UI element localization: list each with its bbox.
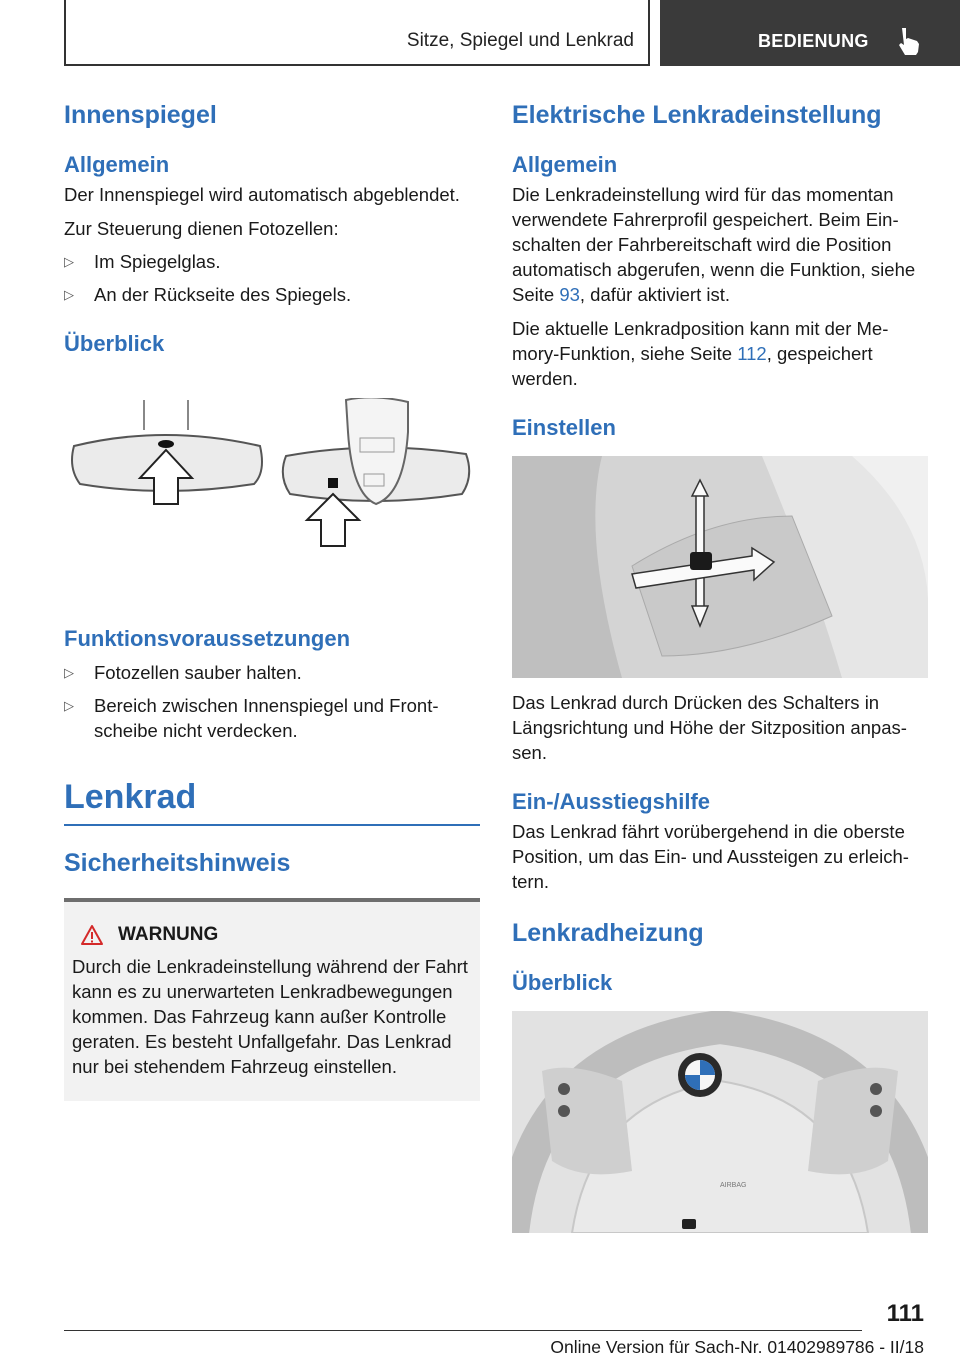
einstellen-text: Das Lenkrad durch Drücken des Schalters in Längsrichtung und Höhe der Sitzposition anpassen. bbox=[512, 691, 907, 763]
innenspiegel-heading: Innenspiegel bbox=[64, 101, 217, 129]
chapter-divider bbox=[64, 824, 480, 826]
warning-triangle-icon bbox=[80, 924, 104, 946]
elektrisch-heading: Elektrische Lenkradeinstellung bbox=[512, 101, 882, 129]
einaus-text: Das Lenkrad fährt vorübergehend in die oberste Position, um das Ein- und Aussteigen zu erleichtern. bbox=[512, 821, 909, 893]
allgemein-text-2: Zur Steuerung dienen Fotozellen: bbox=[64, 218, 339, 240]
funktion-heading: Funktionsvoraussetzungen bbox=[64, 625, 351, 651]
online-version-note: Online Version für Sach-Nr. 01402989786 - II/18 bbox=[550, 1337, 924, 1357]
warning-text: Durch die Lenkradeinstellung während der Fahrt kann es zu unerwarteten Lenkradbewegungen kommen. Das Fahrzeug kann außer Kontrolle geraten. Es besteht Unfallgefahr. Das Lenkrad nur bei stehendem Fahrzeug einstellen. bbox=[72, 955, 468, 1077]
warning-label: WARNUNG bbox=[118, 923, 219, 945]
left-column bbox=[64, 100, 480, 1101]
sicherheit-heading: Sicherheitshinweis bbox=[64, 848, 291, 877]
lenkrad-chapter-heading: Lenkrad bbox=[64, 778, 197, 817]
steering-adjust-switch-photo bbox=[512, 456, 928, 678]
header-section-tab[interactable] bbox=[660, 0, 960, 66]
right-column bbox=[512, 100, 928, 1233]
page-link-112[interactable]: 112 bbox=[737, 343, 767, 365]
allgemein-text-1: Der Innenspiegel wird automatisch abgeblendet. bbox=[64, 184, 460, 206]
mirror-illustration bbox=[64, 398, 480, 598]
einaus-heading: Ein-/Ausstiegshilfe bbox=[512, 788, 711, 814]
list-item: ▷ Fotozellen sauber halten. bbox=[64, 660, 480, 685]
photocell-list bbox=[64, 249, 480, 307]
heizung-heading: Lenkradheizung bbox=[512, 919, 704, 948]
footer-divider bbox=[64, 1330, 862, 1331]
allgemein-text-2: Die aktuelle Lenkradposition kann mit der Memory-Funktion, siehe Seite 112, gespeichert werden. bbox=[512, 318, 889, 390]
list-item: ▷ An der Rückseite des Spiegels. bbox=[64, 282, 480, 307]
page-number: 111 bbox=[886, 1300, 924, 1327]
warning-box bbox=[64, 898, 480, 1101]
allgemein-text-1: Die Lenkradeinstellung wird für das momentan verwendete Fahrerprofil gespeichert. Beim Einschalten der Fahrbereitschaft wird die Position automatisch abgerufen, wenn die Funktion, siehe Seite 93, dafür aktiviert ist. bbox=[512, 184, 916, 306]
header-chapter-box bbox=[64, 0, 650, 66]
heizung-ueberblick-heading: Überblick bbox=[512, 970, 613, 996]
allgemein-heading: Allgemein bbox=[512, 152, 618, 177]
steering-wheel-photo bbox=[512, 1011, 928, 1233]
einstellen-heading: Einstellen bbox=[512, 415, 616, 441]
header-section-label: BEDIENUNG bbox=[758, 31, 869, 51]
ueberblick-heading: Überblick bbox=[64, 331, 165, 357]
allgemein-heading: Allgemein bbox=[64, 152, 170, 177]
list-item: ▷ Bereich zwischen Innenspiegel und Frontscheibe nicht verdecken. bbox=[64, 693, 480, 743]
airbag-label: AIRBAG bbox=[720, 1181, 747, 1189]
warning-header bbox=[80, 924, 470, 946]
header-chapter-title: Sitze, Spiegel und Lenkrad bbox=[406, 30, 634, 51]
funktion-list bbox=[64, 660, 480, 743]
page-link-93[interactable]: 93 bbox=[559, 284, 580, 306]
pointing-hand-icon bbox=[896, 26, 922, 56]
list-item: ▷ Im Spiegelglas. bbox=[64, 249, 480, 274]
